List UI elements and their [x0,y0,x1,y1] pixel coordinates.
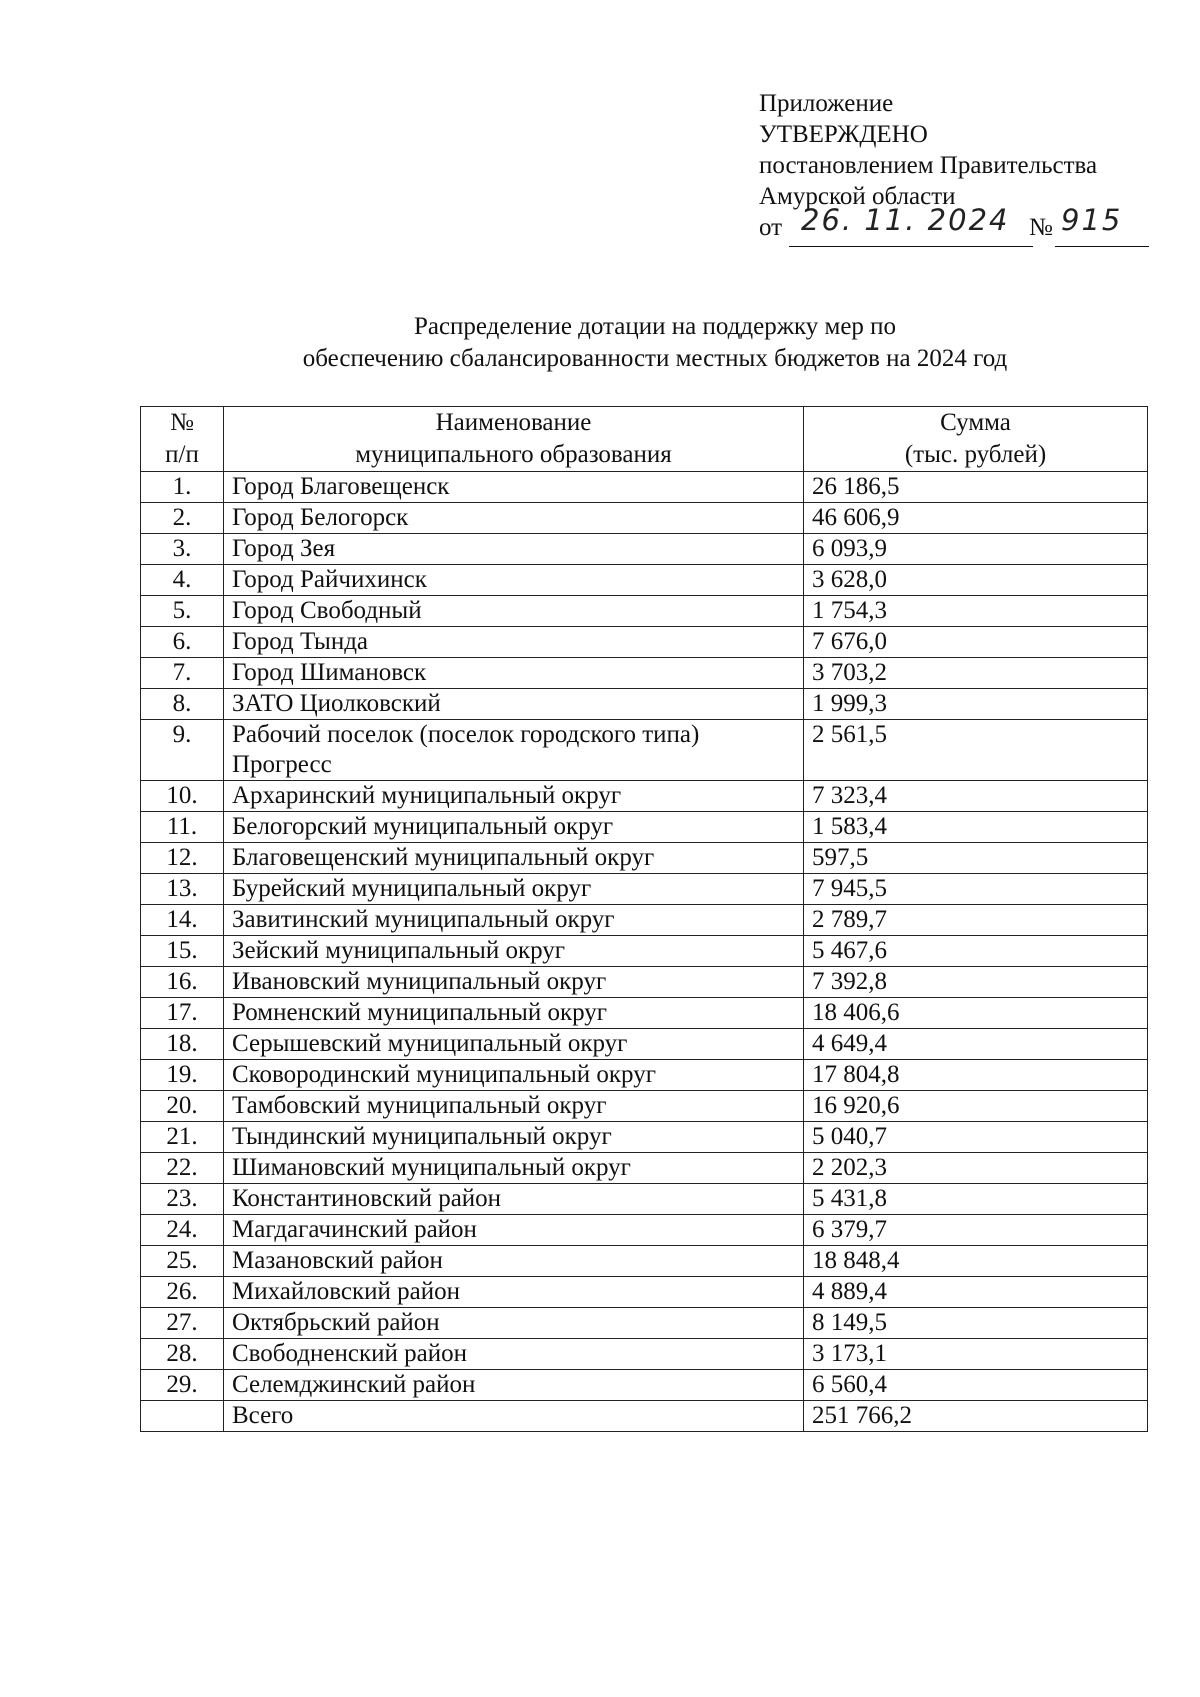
row-name: Тындинский муниципальный округ [224,1122,804,1153]
table-row [141,503,1148,534]
row-sum: 7 676,0 [804,627,1148,658]
approval-block [759,88,1123,248]
row-number: 24. [141,1215,224,1246]
row-name: ЗАТО Циолковский [224,689,804,720]
row-sum: 5 431,8 [804,1184,1148,1215]
row-name: Свободненский район [224,1339,804,1370]
row-sum: 18 848,4 [804,1246,1148,1277]
table-row [141,1308,1148,1339]
row-number: 12. [141,843,224,874]
header-number [141,407,224,472]
row-sum: 2 202,3 [804,1153,1148,1184]
row-sum: 1 754,3 [804,596,1148,627]
row-number: 20. [141,1091,224,1122]
row-number: 22. [141,1153,224,1184]
row-number: 14. [141,905,224,936]
row-name: Серышевский муниципальный округ [224,1029,804,1060]
row-sum: 18 406,6 [804,998,1148,1029]
row-number: 15. [141,936,224,967]
table-row [141,472,1148,503]
row-number: 9. [141,720,224,781]
row-sum: 7 323,4 [804,781,1148,812]
table-row [141,1246,1148,1277]
distribution-table [140,406,1148,1432]
table-row [141,596,1148,627]
title-line-1: Распределение дотации на поддержку мер по [413,313,897,340]
row-number: 11. [141,812,224,843]
table-row [141,1153,1148,1184]
table-row [141,812,1148,843]
table-row [141,658,1148,689]
header-sum-line1: Сумма [940,409,1011,436]
row-name: Рабочий поселок (поселок городского типа) Прогресс [224,720,804,781]
row-sum: 2 789,7 [804,905,1148,936]
table-row [141,565,1148,596]
row-number: 16. [141,967,224,998]
row-sum: 597,5 [804,843,1148,874]
row-name: Ивановский муниципальный округ [224,967,804,998]
table-row [141,1060,1148,1091]
row-name: Константиновский район [224,1184,804,1215]
row-number: 27. [141,1308,224,1339]
row-number: 10. [141,781,224,812]
table-row [141,874,1148,905]
table-row [141,905,1148,936]
row-name: Бурейский муниципальный округ [224,874,804,905]
row-sum: 5 467,6 [804,936,1148,967]
date-field [789,203,1033,247]
row-number: 13. [141,874,224,905]
header-number-line2: п/п [165,441,199,468]
row-sum: 6 379,7 [804,1215,1148,1246]
date-prefix: от [759,214,783,241]
header-name [224,407,804,472]
row-sum: 17 804,8 [804,1060,1148,1091]
row-number: 26. [141,1277,224,1308]
row-number [141,1401,224,1432]
row-name: Город Тында [224,627,804,658]
row-name: Сковородинский муниципальный округ [224,1060,804,1091]
row-name: Благовещенский муниципальный округ [224,843,804,874]
row-name: Город Белогорск [224,503,804,534]
document-title [140,311,1170,375]
row-name: Михайловский район [224,1277,804,1308]
number-prefix: № [1029,214,1053,241]
row-sum: 3 703,2 [804,658,1148,689]
row-name: Ромненский муниципальный округ [224,998,804,1029]
region-line: Амурской области [759,183,956,210]
row-number: 21. [141,1122,224,1153]
number-field [1055,203,1149,247]
header-name-line1: Наименование [435,409,592,436]
row-name: Белогорский муниципальный округ [224,812,804,843]
row-number: 6. [141,627,224,658]
row-name: Зейский муниципальный округ [224,936,804,967]
row-name: Селемджинский район [224,1370,804,1401]
header-sum-line2: (тыс. рублей) [904,441,1047,468]
table-row [141,689,1148,720]
table-row [141,627,1148,658]
row-sum: 4 889,4 [804,1277,1148,1308]
row-number: 17. [141,998,224,1029]
table-header-row [141,407,1148,472]
table-row [141,1029,1148,1060]
table-row [141,967,1148,998]
row-sum: 3 173,1 [804,1339,1148,1370]
row-number: 18. [141,1029,224,1060]
table-row [141,843,1148,874]
row-sum: 7 392,8 [804,967,1148,998]
row-name: Всего [224,1401,804,1432]
table-row [141,781,1148,812]
row-sum: 4 649,4 [804,1029,1148,1060]
row-sum: 8 149,5 [804,1308,1148,1339]
row-name: Мазановский район [224,1246,804,1277]
table-row [141,936,1148,967]
approved-by-line: постановлением Правительства [759,152,1098,179]
row-sum: 2 561,5 [804,720,1148,781]
row-sum: 46 606,9 [804,503,1148,534]
row-number: 7. [141,658,224,689]
row-number: 8. [141,689,224,720]
row-name: Город Шимановск [224,658,804,689]
row-sum: 1 999,3 [804,689,1148,720]
row-sum: 26 186,5 [804,472,1148,503]
header-name-line2: муниципального образования [355,441,672,468]
row-sum: 16 920,6 [804,1091,1148,1122]
row-name: Архаринский муниципальный округ [224,781,804,812]
row-number: 1. [141,472,224,503]
table-row [141,720,1148,781]
row-name: Октябрьский район [224,1308,804,1339]
row-name: Магдагачинский район [224,1215,804,1246]
row-number: 29. [141,1370,224,1401]
row-name: Завитинский муниципальный округ [224,905,804,936]
row-sum: 7 945,5 [804,874,1148,905]
table-row [141,1339,1148,1370]
header-number-line1: № [170,409,194,436]
row-sum: 1 583,4 [804,812,1148,843]
table-row [141,1122,1148,1153]
row-sum: 3 628,0 [804,565,1148,596]
table-row [141,1370,1148,1401]
row-name: Город Райчихинск [224,565,804,596]
table-row [141,1184,1148,1215]
row-number: 4. [141,565,224,596]
table-row [141,534,1148,565]
row-sum: 5 040,7 [804,1122,1148,1153]
row-number: 3. [141,534,224,565]
table-row [141,1215,1148,1246]
row-number: 2. [141,503,224,534]
row-name: Тамбовский муниципальный округ [224,1091,804,1122]
header-sum [804,407,1148,472]
title-line-2: обеспечению сбалансированности местных бюджетов на 2024 год [302,345,1008,372]
row-sum: 6 093,9 [804,534,1148,565]
handwritten-number: 915 [1061,203,1123,237]
row-name: Город Свободный [224,596,804,627]
table-body [141,472,1148,1432]
row-name: Город Зея [224,534,804,565]
row-name: Город Благовещенск [224,472,804,503]
date-number-line [759,203,1123,248]
row-number: 23. [141,1184,224,1215]
total-row [141,1401,1148,1432]
table-row [141,1277,1148,1308]
row-sum: 6 560,4 [804,1370,1148,1401]
row-number: 5. [141,596,224,627]
row-number: 19. [141,1060,224,1091]
table-row [141,1091,1148,1122]
approved-label: УТВЕРЖДЕНО [759,121,928,148]
handwritten-date: 26. 11. 2024 [801,203,1010,237]
appendix-label: Приложение [759,90,894,117]
row-sum: 251 766,2 [804,1401,1148,1432]
row-name: Шимановский муниципальный округ [224,1153,804,1184]
row-number: 28. [141,1339,224,1370]
row-number: 25. [141,1246,224,1277]
table-row [141,998,1148,1029]
